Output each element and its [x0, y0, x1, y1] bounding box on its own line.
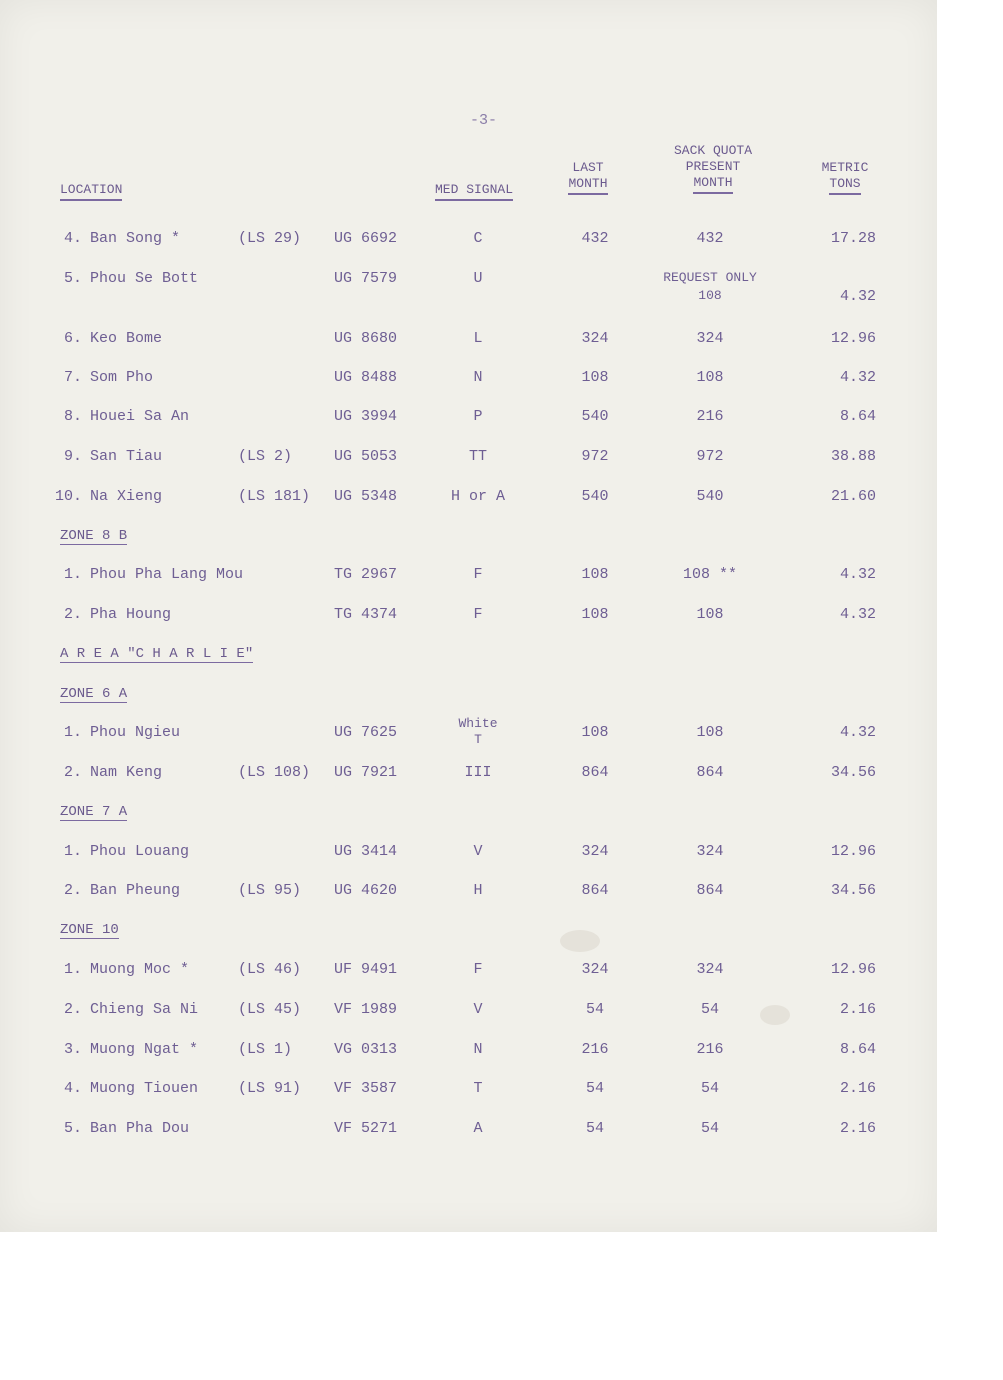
header-med-signal: MED SIGNAL [420, 182, 528, 201]
section-zone-10: ZONE 10 [60, 922, 119, 938]
table-row: 7. Som Pho UG 8488 N 108 108 4.32 [63, 369, 876, 386]
table-row: 1. Phou Louang UG 3414 V 324 324 12.96 [63, 843, 876, 860]
header-location: LOCATION [60, 182, 122, 201]
stain [560, 930, 600, 952]
section-zone-7a: ZONE 7 A [60, 804, 128, 820]
table-row: 6. Keo Bome UG 8680 L 324 324 12.96 [63, 330, 876, 347]
table-row: 2. Chieng Sa Ni (LS 45) VF 1989 V 54 54 2.16 [63, 1001, 876, 1018]
section-area-charlie: A R E A "C H A R L I E" [60, 646, 254, 662]
section-zone-8b: ZONE 8 B [60, 528, 128, 544]
table-row: 1. Phou Ngieu UG 7625 White T 108 108 4.32 [63, 716, 876, 747]
table-row: 8. Houei Sa An UG 3994 P 540 216 8.64 [63, 408, 876, 425]
table-row: 5. Phou Se Bott UG 7579 U REQUEST ONLY 108 4.32 [63, 270, 876, 305]
table-row: 1. Muong Moc * (LS 46) UF 9491 F 324 324 12.96 [63, 961, 876, 978]
table-row: 1. Phou Pha Lang Mou TG 2967 F 108 108 ** 4.32 [63, 566, 876, 583]
table-row: 4. Ban Song * (LS 29) UG 6692 C 432 432 17.28 [63, 230, 876, 247]
table-row: 10. Na Xieng (LS 181) UG 5348 H or A 540 540 21.60 [54, 488, 876, 505]
table-row: 2. Nam Keng (LS 108) UG 7921 III 864 864 34.56 [63, 764, 876, 781]
page-number: -3- [470, 112, 498, 129]
table-row: 2. Ban Pheung (LS 95) UG 4620 H 864 864 34.56 [63, 882, 876, 899]
table-row: 4. Muong Tiouen (LS 91) VF 3587 T 54 54 2.16 [63, 1080, 876, 1097]
header-metric-tons: METRIC TONS [800, 160, 890, 195]
header-last-month: LAST MONTH [548, 160, 628, 195]
table-row: 9. San Tiau (LS 2) UG 5053 TT 972 972 38.88 [63, 448, 876, 465]
table-row: 2. Pha Houng TG 4374 F 108 108 4.32 [63, 606, 876, 623]
table-row: 3. Muong Ngat * (LS 1) VG 0313 N 216 216 8.64 [63, 1041, 876, 1058]
header-sack-quota: SACK QUOTA PRESENT MONTH [648, 143, 778, 194]
table-row: 5. Ban Pha Dou VF 5271 A 54 54 2.16 [63, 1120, 876, 1137]
section-zone-6a: ZONE 6 A [60, 686, 128, 702]
